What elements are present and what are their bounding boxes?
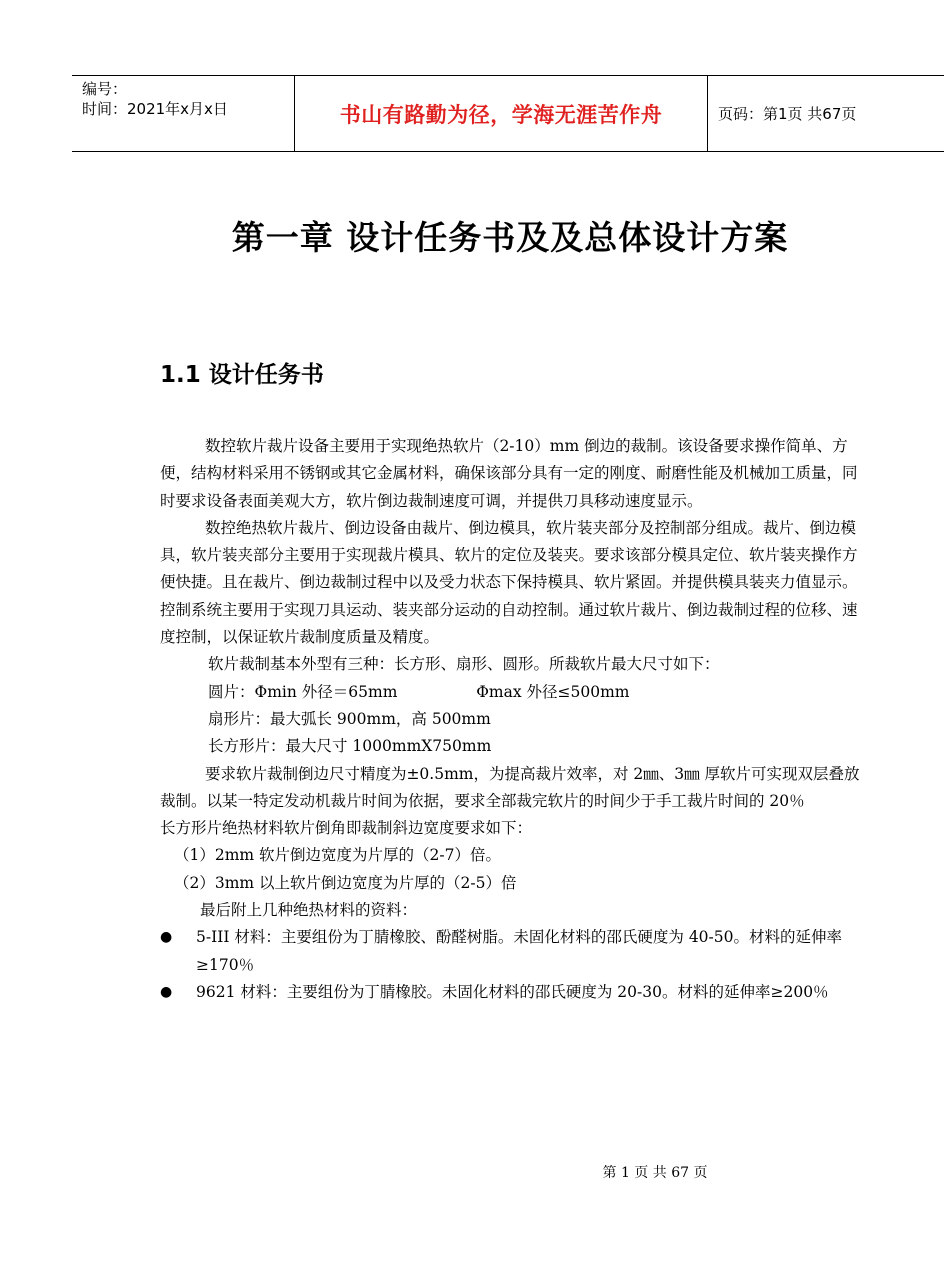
- document-body: [160, 433, 860, 1006]
- bullet-dot-icon: ●: [160, 983, 173, 1000]
- header-motto: 书山有路勤为径，学海无涯苦作舟: [294, 76, 708, 151]
- header-left-cell: [72, 76, 294, 151]
- section-title: 1.1 设计任务书: [160, 362, 324, 388]
- paragraph-5: 扇形片：最大弧长 900mm，高 500mm: [208, 709, 491, 728]
- paragraph-1: 数控软片裁片设备主要用于实现绝热软片（2-10）mm 倒边的裁制。该设备要求操作简单、方便，结构材料采用不锈钢或其它金属材料，确保该部分具有一定的刚度、耐磨性能及机械加工质量，同时要求设备表面美观大方，软片倒边裁制速度可调，并提供刀具移动速度显示。: [160, 437, 858, 510]
- bullet-item-2: [152, 979, 860, 1006]
- paragraph-11: 最后附上几种绝热材料的资料：: [200, 901, 418, 920]
- paragraph-9: （1）2mm 软片倒边宽度为片厚的（2-7）倍。: [174, 846, 502, 865]
- header-page-code: 页码：第1页 共67页: [718, 105, 857, 123]
- header-table: [72, 75, 944, 152]
- bullet-dot-icon: ●: [160, 929, 173, 946]
- bullet-text: 5-III 材料：主要组份为丁腈橡胶、酚醛树脂。未固化材料的邵氏硬度为 40-50。材料的延伸率≥170％: [196, 928, 843, 974]
- paragraph-7: 要求软片裁制倒边尺寸精度为±0.5mm，为提高裁片效率，对 2㎜、3㎜ 厚软片可实现双层叠放裁制。以某一特定发动机裁片时间为依据，要求全部裁完软片的时间少于手工裁片时间的 20％: [160, 764, 860, 810]
- header-number-label: 编号：: [82, 80, 128, 98]
- paragraph-2: 数控绝热软片裁片、倒边设备由裁片、倒边模具，软片装夹部分及控制部分组成。裁片、倒边模具，软片装夹部分主要用于实现裁片模具、软片的定位及装夹。要求该部分模具定位、软片装夹操作方便快捷。且在裁片、倒边裁制过程中以及受力状态下保持模具、软片紧固。并提供模具装夹力值显示。控制系统主要用于实现刀具运动、装夹部分运动的自动控制。通过软片裁片、倒边裁制过程的位移、速度控制，以保证软片裁制度质量及精度。: [160, 518, 858, 647]
- paragraph-10: （2）3mm 以上软片倒边宽度为片厚的（2-5）倍: [174, 873, 517, 892]
- chapter-title: 第一章 设计任务书及及总体设计方案: [231, 218, 789, 257]
- paragraph-8: 长方形片绝热材料软片倒角即裁制斜边宽度要求如下：: [160, 819, 533, 838]
- paragraph-4: 圆片：Φmin 外径＝65mm Φmax 外径≤500mm: [208, 682, 630, 701]
- header-time-label: 时间：2021年x月x日: [82, 100, 228, 118]
- paragraph-6: 长方形片：最大尺寸 1000mmX750mm: [208, 737, 492, 756]
- paragraph-3: 软片裁制基本外型有三种：长方形、扇形、圆形。所裁软片最大尺寸如下：: [208, 655, 720, 674]
- bullet-text: 9621 材料：主要组份为丁腈橡胶。未固化材料的邵氏硬度为 20-30。材料的延伸率≥200％: [196, 982, 829, 1001]
- page-footer: 第 1 页 共 67 页: [602, 1165, 708, 1181]
- bullet-item-1: [152, 924, 860, 979]
